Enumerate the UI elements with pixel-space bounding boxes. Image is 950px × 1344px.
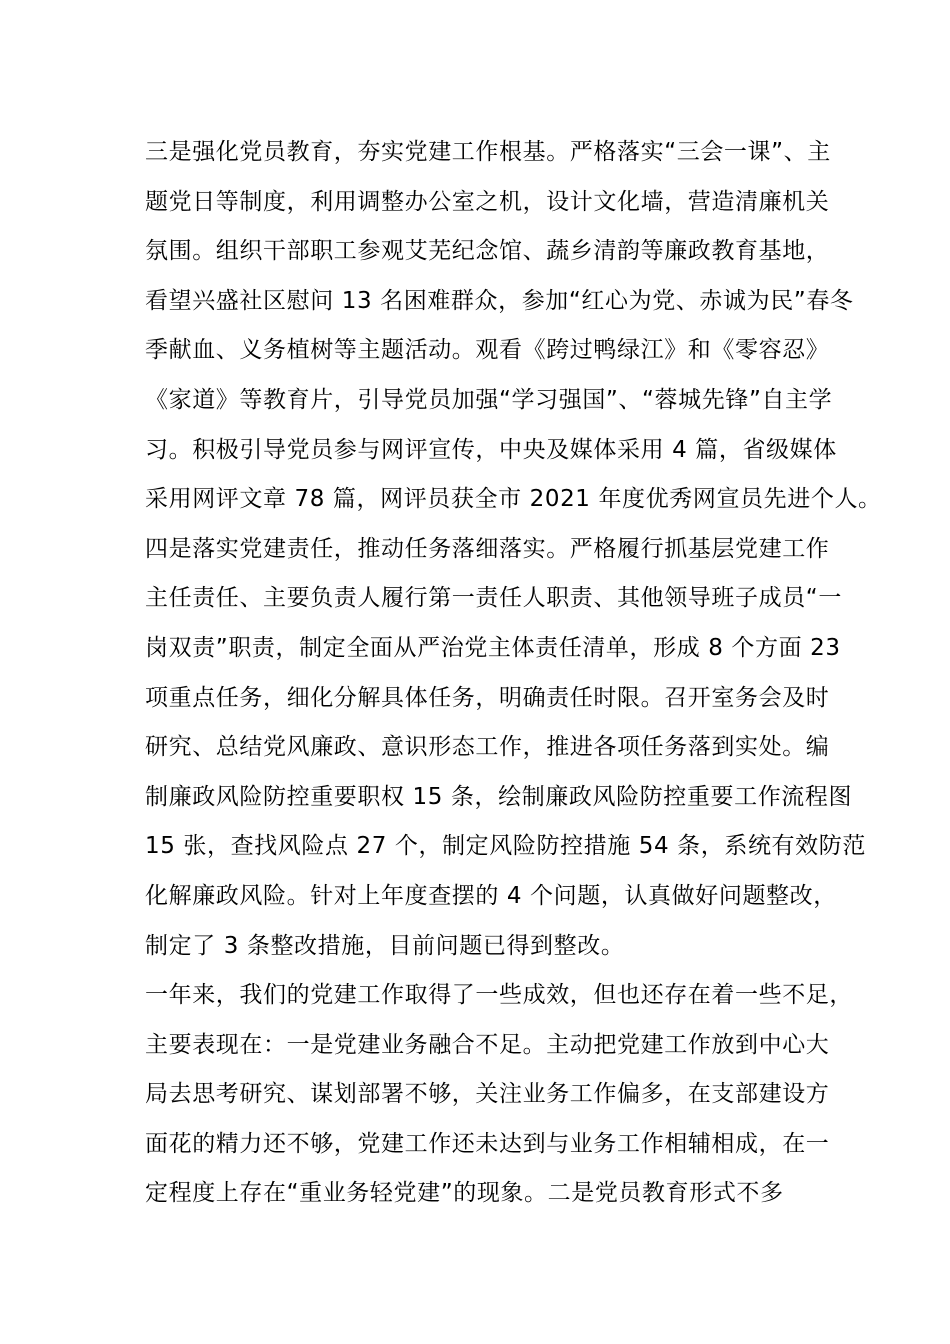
text-line: 制廉政风险防控重要职权 15 条，绘制廉政风险防控重要工作流程图 [145, 783, 853, 810]
text-line: 四是落实党建责任，推动任务落细落实。严格履行抓基层党建工作 [145, 535, 830, 562]
text-line: 项重点任务，细化分解具体任务，明确责任时限。召开室务会及时 [145, 684, 830, 711]
text-line: 面花的精力还不够，党建工作还未达到与业务工作相辅相成，在一 [145, 1130, 830, 1157]
text-line: 看望兴盛社区慰问 13 名困难群众，参加“红心为党、赤诚为民”春冬 [145, 287, 854, 314]
text-line: 制定了 3 条整改措施，目前问题已得到整改。 [145, 932, 625, 959]
text-line: 季献血、义务植树等主题活动。观看《跨过鸭绿江》和《零容忍》 [145, 337, 830, 364]
text-line: 采用网评文章 78 篇，网评员获全市 2021 年度优秀网宣员先进个人。 [145, 486, 882, 513]
text-line: 局去思考研究、谋划部署不够，关注业务工作偏多，在支部建设方 [145, 1081, 830, 1108]
text-line: 岗双责”职责，制定全面从严治党主体责任清单，形成 8 个方面 23 [145, 634, 841, 661]
text-line: 一年来，我们的党建工作取得了一些成效，但也还存在着一些不足， [145, 982, 853, 1009]
text-line: 氛围。组织干部职工参观艾芜纪念馆、蔬乡清韵等廉政教育基地， [145, 238, 830, 265]
text-line: 研究、总结党风廉政、意识形态工作，推进各项任务落到实处。编 [145, 734, 830, 761]
text-line: 定程度上存在“重业务轻党建”的现象。二是党员教育形式不多 [145, 1180, 784, 1207]
text-line: 主任责任、主要负责人履行第一责任人职责、其他领导班子成员“一 [145, 585, 842, 612]
text-line: 主要表现在：一是党建业务融合不足。主动把党建工作放到中心大 [145, 1031, 830, 1058]
text-line: 化解廉政风险。针对上年度查摆的 4 个问题，认真做好问题整改， [145, 882, 837, 909]
text-line: 《家道》等教育片，引导党员加强“学习强国”、“蓉城先锋”自主学 [145, 386, 833, 413]
document-body [145, 128, 882, 1219]
text-line: 15 张，查找风险点 27 个，制定风险防控措施 54 条，系统有效防范 [145, 833, 866, 860]
text-line: 三是强化党员教育，夯实党建工作根基。严格落实“三会一课”、主 [145, 139, 831, 165]
text-line: 习。积极引导党员参与网评宣传，中央及媒体采用 4 篇，省级媒体 [145, 436, 837, 463]
text-line: 题党日等制度，利用调整办公室之机，设计文化墙，营造清廉机关 [145, 188, 830, 215]
